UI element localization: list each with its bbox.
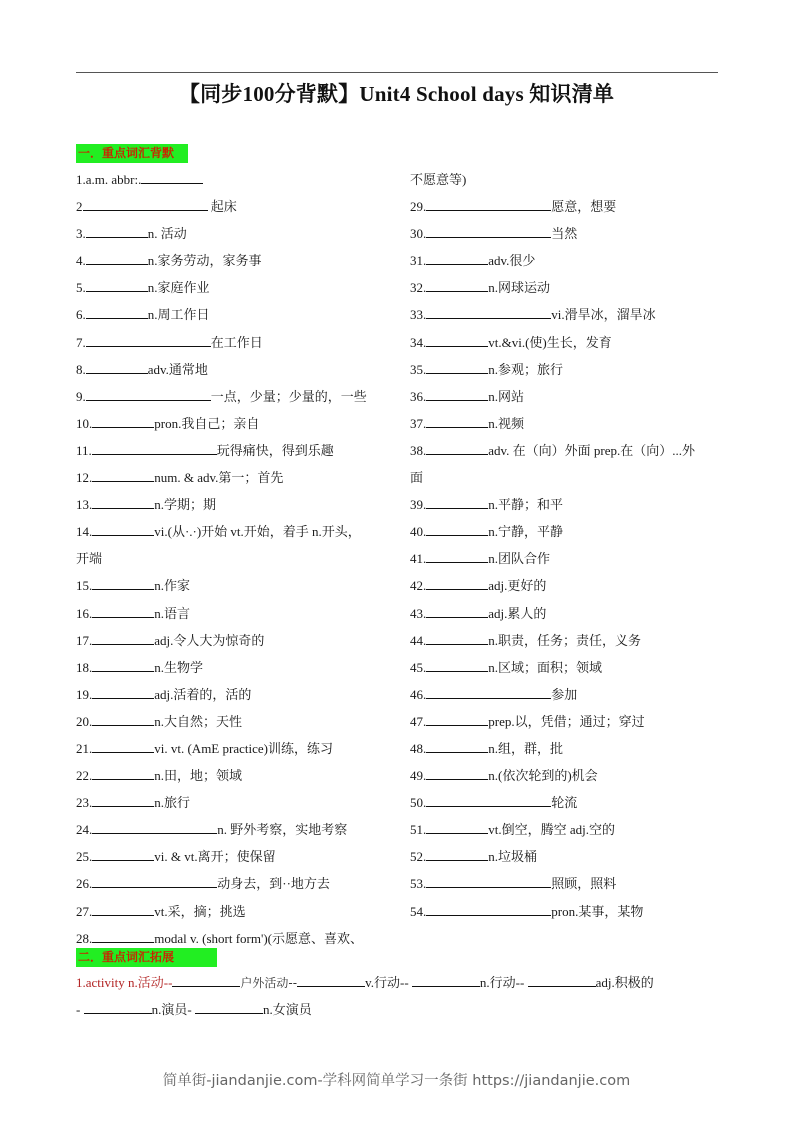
item-hint: n. 野外考察，实地考察 xyxy=(217,822,348,838)
item-number: 54. xyxy=(410,903,427,919)
item-number: 20. xyxy=(76,713,93,729)
answer-blank[interactable] xyxy=(92,712,154,726)
answer-blank[interactable] xyxy=(426,549,488,563)
vocab-item xyxy=(76,387,396,414)
item-number: 16. xyxy=(76,605,93,621)
item-number: 38. xyxy=(410,442,427,458)
item-number: 8. xyxy=(76,361,86,377)
item-number: 不愿意等) xyxy=(410,172,467,187)
item-number: 53. xyxy=(410,876,427,892)
expansion-hint: v.行动-- xyxy=(365,975,412,990)
item-hint: n.平静；和平 xyxy=(488,497,564,513)
item-hint: adv.通常地 xyxy=(147,361,208,377)
item-number: 50. xyxy=(410,795,427,811)
item-hint: vt.&vi.(使)生长，发育 xyxy=(488,334,612,350)
answer-blank[interactable] xyxy=(426,305,551,319)
item-hint: n.网站 xyxy=(488,388,525,404)
item-number: 5. xyxy=(76,280,86,296)
item-number: 46. xyxy=(410,686,427,702)
answer-blank[interactable] xyxy=(92,576,154,590)
expansion-hint: adj.积极的 xyxy=(595,975,654,990)
answer-blank[interactable] xyxy=(426,441,488,455)
vocab-item xyxy=(76,495,396,522)
vocab-item xyxy=(410,549,725,576)
item-number: 9. xyxy=(76,388,86,404)
item-number: 2 xyxy=(76,199,83,215)
vocab-item xyxy=(76,305,396,332)
vocab-item xyxy=(410,712,725,739)
answer-blank[interactable] xyxy=(426,414,488,428)
item-number: 35. xyxy=(410,361,427,377)
answer-blank[interactable] xyxy=(426,387,488,401)
item-number: 6. xyxy=(76,307,86,323)
vocab-item xyxy=(76,847,396,874)
vocab-item xyxy=(410,604,725,631)
item-number: 39. xyxy=(410,497,427,513)
answer-blank[interactable] xyxy=(172,973,240,987)
item-number: 24. xyxy=(76,822,93,838)
vocab-item xyxy=(76,224,396,251)
item-number: 面 xyxy=(410,470,424,486)
answer-blank[interactable] xyxy=(92,739,154,753)
answer-blank[interactable] xyxy=(92,847,154,861)
vocab-column-left xyxy=(76,170,396,956)
answer-blank[interactable] xyxy=(92,522,154,536)
item-number: 25. xyxy=(76,849,93,865)
item-hint: vi.滑旱冰，溜旱冰 xyxy=(551,307,656,323)
footer-watermark: 简单街-jiandanjie.com-学科网简单学习一条街 https://jiandanjie.com xyxy=(162,1073,631,1089)
item-hint: 起床 xyxy=(207,199,237,215)
top-rule xyxy=(76,72,718,73)
answer-blank[interactable] xyxy=(426,766,488,780)
item-hint: modal v. (short form')(示愿意、喜欢、 xyxy=(154,930,363,946)
item-number: 51. xyxy=(410,822,427,838)
item-number: 10. xyxy=(76,415,93,431)
item-number: 29. xyxy=(410,199,427,215)
answer-blank[interactable] xyxy=(141,170,203,184)
item-number: 21. xyxy=(76,740,93,756)
vocab-item xyxy=(76,739,396,766)
item-hint: n.区域；面积；领域 xyxy=(488,659,603,675)
item-number: 52. xyxy=(410,849,427,865)
vocab-item xyxy=(410,820,725,847)
item-hint: adj.活着的，活的 xyxy=(154,686,252,702)
answer-blank[interactable] xyxy=(92,766,154,780)
item-number: 17. xyxy=(76,632,93,648)
item-number: 37. xyxy=(410,415,427,431)
answer-blank[interactable] xyxy=(426,820,488,834)
vocab-item xyxy=(410,251,725,278)
vocab-item xyxy=(410,441,725,468)
page-title: 【同步100分背默】Unit4 School days 知识清单 xyxy=(178,82,615,106)
item-hint: n.参观；旅行 xyxy=(488,361,564,377)
vocab-item xyxy=(76,766,396,793)
item-hint: num. & adv.第一；首先 xyxy=(154,470,284,486)
item-hint: vi. & vt.离开；使保留 xyxy=(154,849,276,865)
answer-blank[interactable] xyxy=(92,929,154,943)
expansion-hint: 户外活动-- xyxy=(240,976,298,990)
vocab-item xyxy=(76,549,396,576)
item-hint: 当然 xyxy=(551,226,578,242)
item-hint: n.田，地；领域 xyxy=(154,768,243,784)
vocab-item xyxy=(410,793,725,820)
vocab-item xyxy=(410,278,725,305)
vocab-item xyxy=(410,576,725,603)
item-number: 7. xyxy=(76,334,86,350)
item-number: 22. xyxy=(76,768,93,784)
answer-blank[interactable] xyxy=(84,1000,152,1014)
answer-blank[interactable] xyxy=(426,278,488,292)
item-hint: adj.令人大为惊奇的 xyxy=(154,632,265,648)
item-hint: n.垃圾桶 xyxy=(488,849,538,865)
vocab-item xyxy=(76,604,396,631)
item-number: 48. xyxy=(410,740,427,756)
answer-blank[interactable] xyxy=(86,333,211,347)
item-number: 1.a.m. abbr:. xyxy=(76,172,142,187)
answer-blank[interactable] xyxy=(86,251,148,265)
vocab-item xyxy=(410,468,725,495)
item-hint: n.家务劳动，家务事 xyxy=(147,253,262,269)
section-header-vocab-expansion: 二．重点词汇拓展 xyxy=(76,948,217,967)
answer-blank[interactable] xyxy=(92,441,217,455)
answer-blank[interactable] xyxy=(86,224,148,238)
vocab-item xyxy=(410,360,725,387)
item-number: 26. xyxy=(76,876,93,892)
vocab-item xyxy=(76,685,396,712)
vocab-item xyxy=(76,333,396,360)
item-hint: prep.以，凭借；通过；穿过 xyxy=(488,713,645,729)
item-hint: n.团队合作 xyxy=(488,551,551,567)
item-hint: 在工作日 xyxy=(210,334,263,350)
answer-blank[interactable] xyxy=(83,197,208,211)
item-hint: n.网球运动 xyxy=(488,280,551,296)
item-hint: n.职责，任务；责任，义务 xyxy=(488,632,642,648)
answer-blank[interactable] xyxy=(528,973,596,987)
item-hint: n.旅行 xyxy=(154,795,191,811)
vocab-item xyxy=(410,739,725,766)
item-hint: 愿意，想要 xyxy=(551,199,617,215)
answer-blank[interactable] xyxy=(426,224,551,238)
vocab-item xyxy=(76,251,396,278)
item-hint: vt.倒空，腾空 adj.空的 xyxy=(488,822,615,838)
vocab-item xyxy=(410,170,725,197)
answer-blank[interactable] xyxy=(92,820,217,834)
answer-blank[interactable] xyxy=(426,251,488,265)
item-number: 36. xyxy=(410,388,427,404)
item-number: 19. xyxy=(76,686,93,702)
vocab-item xyxy=(76,793,396,820)
item-number: 43. xyxy=(410,605,427,621)
item-hint: n.周工作日 xyxy=(147,307,210,323)
item-number: 15. xyxy=(76,578,93,594)
answer-blank[interactable] xyxy=(92,874,217,888)
vocab-item xyxy=(410,874,725,901)
answer-blank[interactable] xyxy=(86,278,148,292)
item-number: 27. xyxy=(76,903,93,919)
vocab-item xyxy=(410,224,725,251)
answer-blank[interactable] xyxy=(86,305,148,319)
answer-blank[interactable] xyxy=(426,576,488,590)
vocab-item xyxy=(76,197,396,224)
vocab-item xyxy=(410,522,725,549)
vocab-item xyxy=(76,902,396,929)
answer-blank[interactable] xyxy=(92,685,154,699)
expansion-headword: 1.activity n.活动-- xyxy=(76,975,173,990)
item-hint: 参加 xyxy=(551,686,578,702)
item-number: 31. xyxy=(410,253,427,269)
item-hint: pron.我自己；亲自 xyxy=(154,415,260,431)
answer-blank[interactable] xyxy=(92,793,154,807)
answer-blank[interactable] xyxy=(426,658,488,672)
section-header-vocab-recall: 一．重点词汇背默 xyxy=(76,144,188,163)
item-number: 30. xyxy=(410,226,427,242)
item-hint: n. 活动 xyxy=(147,226,187,242)
vocab-item xyxy=(410,766,725,793)
answer-blank[interactable] xyxy=(195,1000,263,1014)
vocab-item xyxy=(410,495,725,522)
expansion-line-1 xyxy=(76,973,726,1000)
answer-blank[interactable] xyxy=(86,387,211,401)
item-hint: 玩得痛快，得到乐趣 xyxy=(216,442,334,458)
answer-blank[interactable] xyxy=(92,658,154,672)
answer-blank[interactable] xyxy=(426,360,488,374)
item-number: 33. xyxy=(410,307,427,323)
item-hint: vt.采，摘；挑选 xyxy=(154,903,246,919)
item-number: 11. xyxy=(76,442,92,458)
vocab-item xyxy=(76,468,396,495)
item-number: 28. xyxy=(76,930,93,946)
item-number: 4. xyxy=(76,253,86,269)
answer-blank[interactable] xyxy=(92,495,154,509)
vocab-item xyxy=(410,387,725,414)
item-number: 14. xyxy=(76,524,93,540)
answer-blank[interactable] xyxy=(426,604,488,618)
vocab-item xyxy=(410,197,725,224)
item-hint: n.视频 xyxy=(488,415,525,431)
vocab-item xyxy=(410,685,725,712)
answer-blank[interactable] xyxy=(92,468,154,482)
vocab-item xyxy=(410,333,725,360)
vocab-item xyxy=(76,414,396,441)
item-hint: n.家庭作业 xyxy=(147,280,210,296)
item-number: 34. xyxy=(410,334,427,350)
answer-blank[interactable] xyxy=(92,604,154,618)
item-hint: n.(依次轮到的)机会 xyxy=(488,768,598,784)
item-number: 3. xyxy=(76,226,86,242)
item-hint: adv. 在（向）外面 prep.在（向）...外 xyxy=(488,442,696,458)
item-number: 49. xyxy=(410,768,427,784)
item-number: 32. xyxy=(410,280,427,296)
item-number: 13. xyxy=(76,497,93,513)
vocab-item xyxy=(76,576,396,603)
item-number: 47. xyxy=(410,713,427,729)
item-hint: adv.很少 xyxy=(488,253,536,269)
vocab-item xyxy=(76,874,396,901)
expansion-line-2 xyxy=(76,1000,726,1027)
answer-blank[interactable] xyxy=(92,631,154,645)
vocab-item xyxy=(410,902,725,929)
item-number: 开端 xyxy=(76,551,103,567)
item-hint: n.大自然；天性 xyxy=(154,713,243,729)
item-number: 18. xyxy=(76,659,93,675)
expansion-hint: n.演员- xyxy=(151,1002,195,1017)
item-hint: pron.某事，某物 xyxy=(551,903,644,919)
vocab-item xyxy=(410,631,725,658)
item-hint: 一点，少量；少量的，一些 xyxy=(210,388,367,404)
answer-blank[interactable] xyxy=(426,874,551,888)
vocab-item xyxy=(410,305,725,332)
item-number: 45. xyxy=(410,659,427,675)
item-number: 44. xyxy=(410,632,427,648)
item-hint: vi. vt. (AmE practice)训练，练习 xyxy=(154,740,333,756)
vocab-item xyxy=(76,278,396,305)
vocab-item xyxy=(410,414,725,441)
expansion-hint: n.行动-- xyxy=(479,975,528,990)
vocab-item xyxy=(76,170,396,197)
item-hint: n.组，群，批 xyxy=(488,740,564,756)
vocab-item xyxy=(76,820,396,847)
answer-blank[interactable] xyxy=(426,712,488,726)
answer-blank[interactable] xyxy=(92,414,154,428)
answer-blank[interactable] xyxy=(86,360,148,374)
item-hint: n.宁静，平静 xyxy=(488,524,564,540)
answer-blank[interactable] xyxy=(426,495,488,509)
vocab-item xyxy=(410,658,725,685)
vocab-expansion xyxy=(76,973,726,1027)
item-hint: vi.(从·.·)开始 vt.开始，着手 n.开头， xyxy=(154,524,361,540)
item-hint: adj.更好的 xyxy=(488,578,547,594)
item-hint: 轮流 xyxy=(551,795,578,811)
answer-blank[interactable] xyxy=(426,902,551,916)
vocab-item xyxy=(410,847,725,874)
answer-blank[interactable] xyxy=(426,333,488,347)
vocab-item xyxy=(76,712,396,739)
vocab-item xyxy=(76,631,396,658)
answer-blank[interactable] xyxy=(92,902,154,916)
item-hint: adj.累人的 xyxy=(488,605,547,621)
answer-blank[interactable] xyxy=(426,522,488,536)
item-number: 41. xyxy=(410,551,427,567)
item-number: 42. xyxy=(410,578,427,594)
item-number: 12. xyxy=(76,470,93,486)
item-hint: 动身去，到··地方去 xyxy=(217,876,330,892)
answer-blank[interactable] xyxy=(426,631,488,645)
answer-blank[interactable] xyxy=(412,973,480,987)
vocab-column-right xyxy=(410,170,725,929)
item-number: 23. xyxy=(76,795,93,811)
item-hint: n.语言 xyxy=(154,605,191,621)
vocab-item xyxy=(76,360,396,387)
vocab-item xyxy=(76,441,396,468)
expansion-hint: n.女演员 xyxy=(262,1002,312,1017)
expansion-hint: - xyxy=(76,1002,84,1017)
vocab-item xyxy=(76,522,396,549)
answer-blank[interactable] xyxy=(426,847,488,861)
answer-blank[interactable] xyxy=(426,793,551,807)
answer-blank[interactable] xyxy=(426,739,488,753)
answer-blank[interactable] xyxy=(297,973,365,987)
item-hint: n.生物学 xyxy=(154,659,204,675)
item-hint: n.学期；期 xyxy=(154,497,217,513)
vocab-item xyxy=(76,658,396,685)
answer-blank[interactable] xyxy=(426,685,551,699)
answer-blank[interactable] xyxy=(426,197,551,211)
item-number: 40. xyxy=(410,524,427,540)
item-hint: n.作家 xyxy=(154,578,191,594)
item-hint: 照顾，照料 xyxy=(551,876,617,892)
